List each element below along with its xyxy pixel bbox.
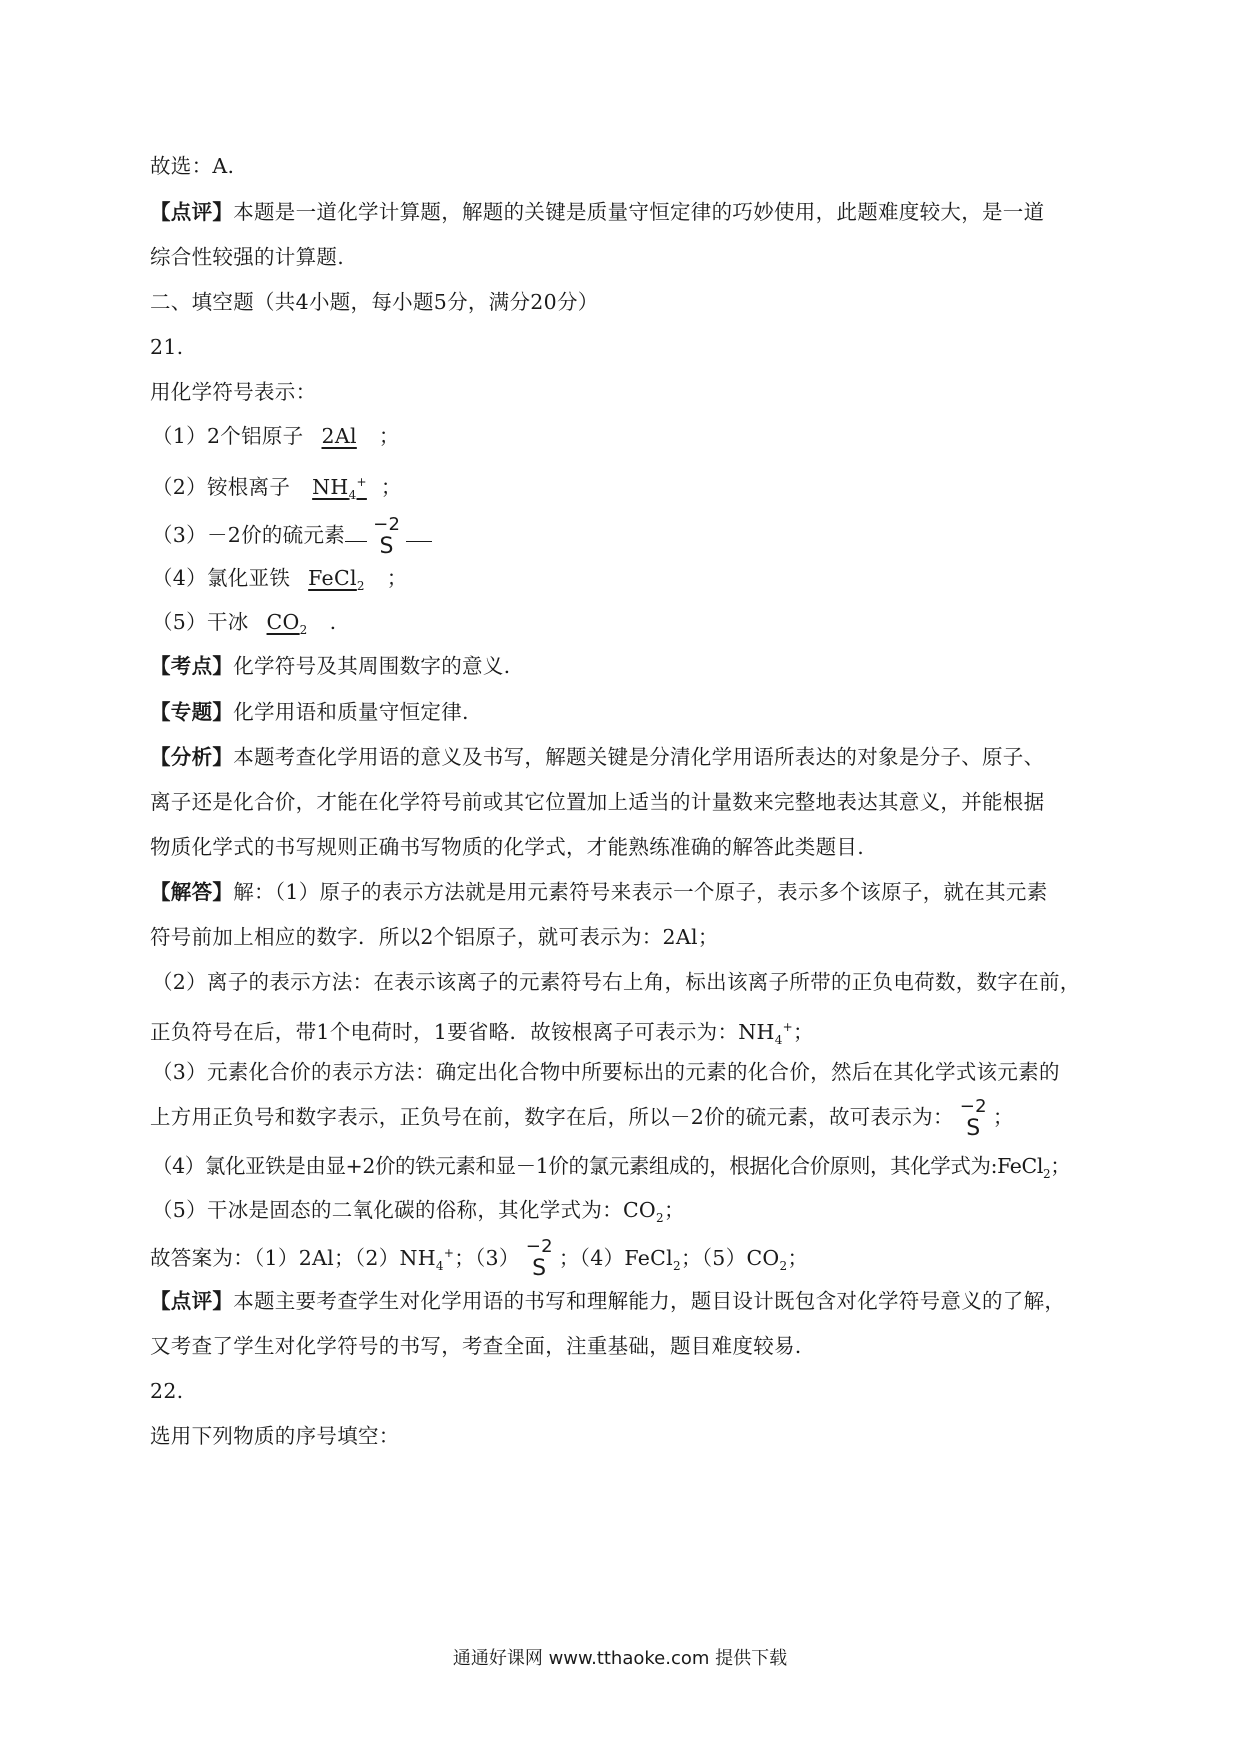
sub-question-2 [152, 468, 1102, 509]
solution-line-4 [150, 1013, 1100, 1054]
key-point-tag: 【考点】 [150, 654, 234, 678]
ammonium-charge-2: + [782, 1020, 793, 1034]
ferrous-chloride-symbol: FeCl [308, 566, 357, 590]
solution-line-7 [152, 1152, 1102, 1188]
sub-question-1-text: （1）2个铝原子 [152, 424, 304, 448]
sulfur-symbol-2: S [966, 1115, 981, 1141]
final-answer-text: 故答案为：（1）2Al；（2）NH [150, 1245, 436, 1270]
sub-question-4-answer [290, 564, 387, 600]
section-heading: 二、填空题（共4小题，每小题5分，满分20分） [150, 290, 599, 314]
topic-line [150, 698, 1100, 726]
final-ammonium-subscript: 4 [435, 1258, 444, 1273]
solution-text-7-end: ； [1050, 1154, 1071, 1178]
solution-text-1: 解：（1）原子的表示方法就是用元素符号来表示一个原子，表示多个该原子，就在其元素 [233, 880, 1048, 904]
co2-subscript: 2 [299, 623, 308, 638]
sulfur-valence-value: −2 [373, 513, 401, 535]
fecl2-subscript: 2 [1043, 1167, 1051, 1182]
final-answer-part-3: ；（3） [454, 1245, 520, 1270]
question-stem: 用化学符号表示： [150, 380, 317, 404]
sub-question-2-text: （2）铵根离子 [152, 474, 291, 499]
solution-line-1 [150, 878, 1100, 906]
sulfur-valence-value-3: −2 [525, 1236, 553, 1258]
final-co2-subscript: 2 [779, 1258, 788, 1273]
solution-line-3: （2）离子的表示方法：在表示该离子的元素符号右上角，标出该离子所带的正负电荷数，数字在前， [152, 970, 1081, 994]
sub-question-5-suffix: . [329, 610, 337, 634]
comment-tag: 【点评】 [150, 200, 234, 224]
co2-symbol: CO [266, 610, 300, 634]
sulfur-valence [373, 513, 401, 559]
final-ammonium-charge: + [443, 1246, 455, 1260]
review-tag: 【点评】 [150, 1289, 234, 1313]
sub-question-4-text: （4）氯化亚铁 [152, 566, 291, 590]
sub-question-3-text: （3）－2价的硫元素 [152, 523, 346, 547]
ammonium-charge: + [356, 475, 367, 489]
sub-question-3 [152, 510, 1102, 560]
comment-line-2: 综合性较强的计算题. [150, 245, 345, 269]
final-answer-part-4: ；（4）FeCl [558, 1245, 674, 1270]
key-point-text: 化学符号及其周围数字的意义. [233, 654, 511, 678]
review-text-1: 本题主要考查学生对化学用语的书写和理解能力，题目设计既包含对化学符号意义的了解， [233, 1289, 1066, 1313]
topic-text: 化学用语和质量守恒定律. [233, 700, 469, 724]
topic-tag: 【专题】 [150, 700, 234, 724]
solution-text-4: 正负符号在后，带1个电荷时，1要省略．故铵根离子可表示为：NH [150, 1019, 775, 1044]
review-line-1 [150, 1287, 1100, 1315]
sulfur-valence-2 [959, 1095, 987, 1141]
sulfur-valence-3 [526, 1238, 553, 1280]
sulfur-valence-value-2: −2 [959, 1095, 987, 1117]
footer-download-text: 提供下载 [715, 1648, 788, 1669]
analysis-line-1 [150, 743, 1100, 771]
sub-question-1-suffix: ； [378, 424, 400, 448]
analysis-line-3: 物质化学式的书写规则正确书写物质的化学式，才能熟练准确的解答此类题目. [150, 835, 865, 859]
sub-question-4 [152, 564, 1102, 600]
final-answer-part-5: ；（5）CO [680, 1245, 780, 1270]
solution-text-8: （5）干冰是固态的二氧化碳的俗称，其化学式为：CO [152, 1198, 657, 1222]
co2-subscript-2: 2 [656, 1211, 664, 1226]
question-number-22: 22. [150, 1379, 184, 1403]
sub-question-3-blank-left [345, 523, 367, 542]
ferrous-chloride-subscript: 2 [356, 579, 365, 594]
analysis-tag: 【分析】 [150, 745, 234, 769]
sulfur-symbol-3: S [532, 1256, 547, 1282]
sub-question-5 [152, 608, 1102, 644]
ammonium-subscript-2: 4 [774, 1032, 783, 1047]
solution-text-8-end: ； [663, 1198, 685, 1222]
page-footer [0, 1647, 1240, 1671]
final-fecl2-subscript: 2 [673, 1258, 681, 1273]
sub-question-5-answer [249, 608, 330, 644]
sub-question-1-answer: 2Al [321, 424, 357, 448]
solution-line-5: （3）元素化合价的表示方法：确定出化合物中所要标出的元素的化合价，然后在其化学式该元素的 [152, 1060, 1060, 1084]
final-answer-line [150, 1228, 1100, 1282]
sub-question-2-answer [290, 468, 381, 509]
answer-choice-line: 故选：A. [150, 154, 235, 178]
solution-line-8 [152, 1196, 1102, 1232]
ammonium-subscript: 4 [348, 487, 357, 502]
sub-question-5-text: （5）干冰 [152, 610, 249, 634]
review-line-2: 又考查了学生对化学符号的书写，考查全面，注重基础，题目难度较易. [150, 1334, 802, 1358]
key-point-line [150, 652, 1100, 680]
ammonium-symbol: NH [312, 474, 349, 499]
solution-tag: 【解答】 [150, 880, 234, 904]
solution-text-6-end: ； [992, 1105, 1014, 1129]
comment-text: 本题是一道化学计算题，解题的关键是质量守恒定律的巧妙使用，此题难度较大，是一道 [233, 200, 1045, 224]
sulfur-symbol: S [379, 533, 394, 559]
sub-question-3-blank-right [406, 523, 432, 542]
solution-text-7: （4）氯化亚铁是由显+2价的铁元素和显－1价的氯元素组成的，根据化合价原则，其化学式为:FeCl [152, 1154, 1043, 1178]
solution-line-6 [150, 1092, 1100, 1142]
analysis-line-2: 离子还是化合价，才能在化学符号前或其它位置加上适当的计量数来完整地表达其意义，并能根据 [150, 790, 1045, 814]
solution-text-4-end: ； [793, 1019, 814, 1044]
analysis-text-1: 本题考查化学用语的意义及书写，解题关键是分清化学用语所表达的对象是分子、原子、 [233, 745, 1045, 769]
footer-site-name: 通通好课网 [452, 1648, 543, 1669]
sub-question-1 [152, 422, 1102, 450]
footer-url[interactable]: www.tthaoke.com [548, 1648, 710, 1669]
solution-text-6: 上方用正负号和数字表示，正负号在前，数字在后，所以－2价的硫元素，故可表示为： [150, 1105, 954, 1129]
sub-question-2-suffix: ； [380, 474, 402, 499]
final-answer-end: ； [787, 1245, 809, 1270]
question-22-stem: 选用下列物质的序号填空： [150, 1424, 400, 1448]
comment-line [150, 198, 1100, 226]
sub-question-4-suffix: ； [386, 566, 408, 590]
solution-line-2: 符号前加上相应的数字．所以2个铝原子，就可表示为：2Al； [150, 925, 719, 949]
question-number: 21. [150, 335, 184, 359]
